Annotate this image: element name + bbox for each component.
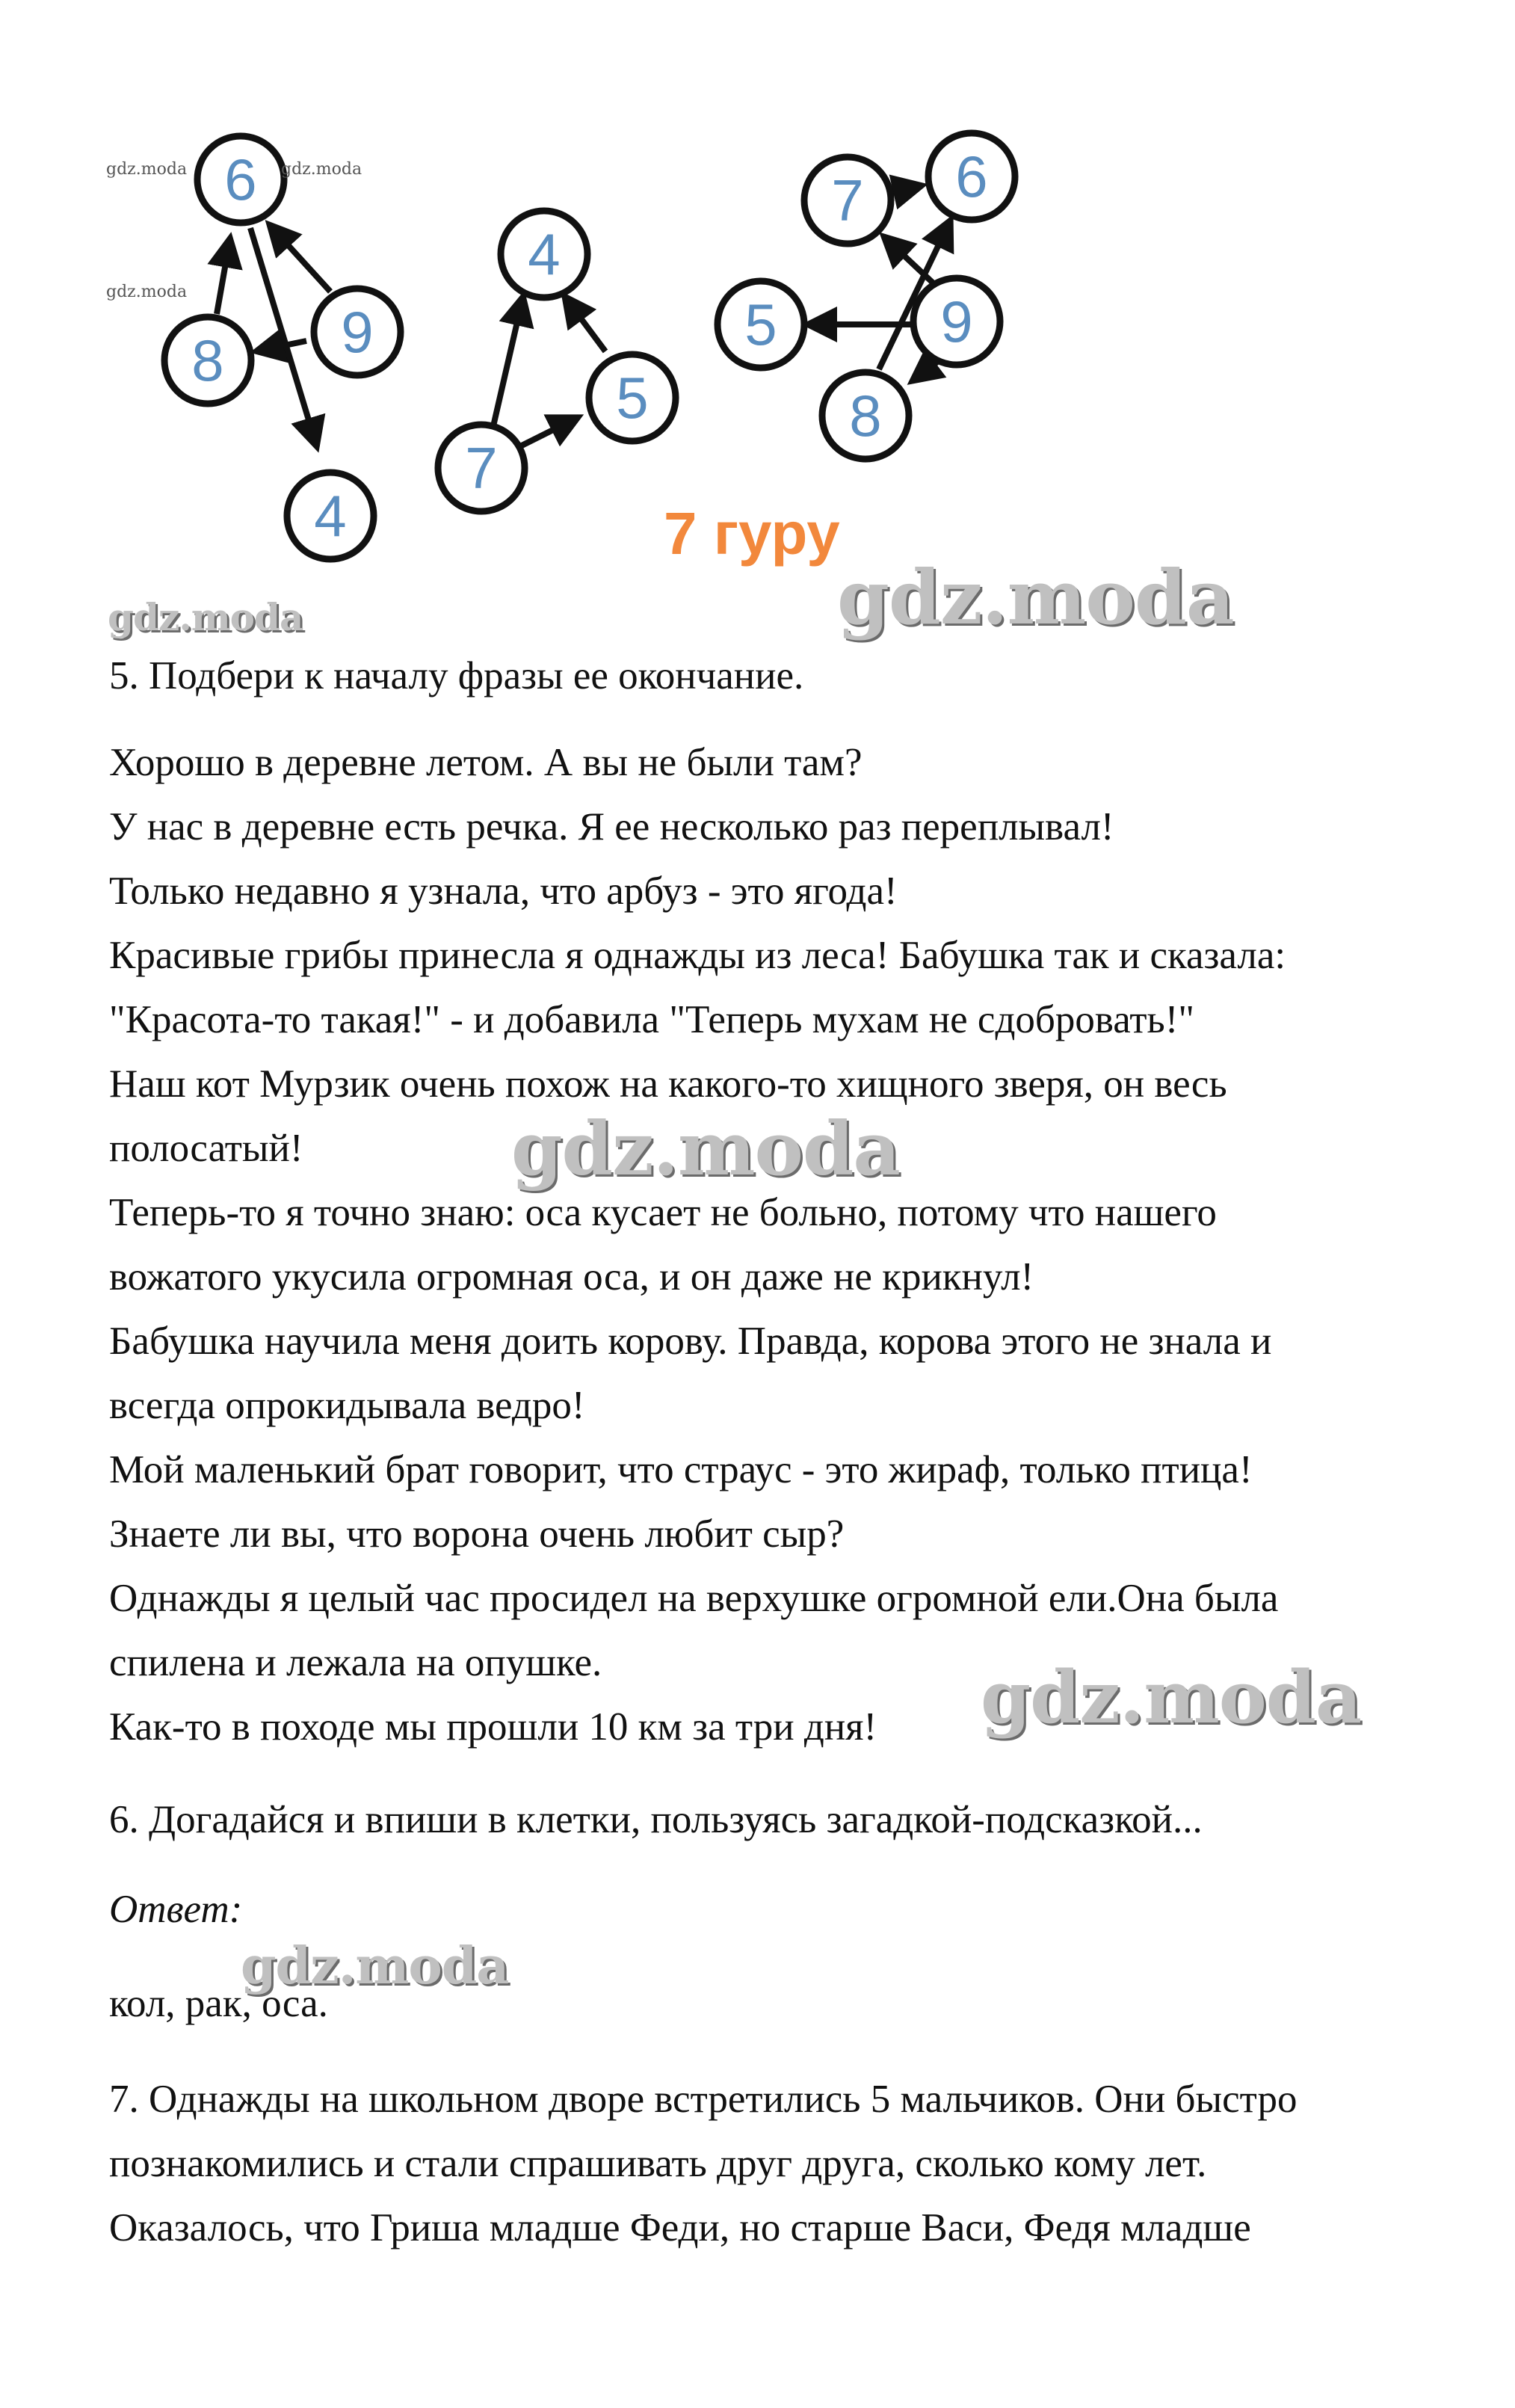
- edge-7-to-6: [889, 185, 922, 193]
- graph-left-node-4: [287, 472, 374, 559]
- svg-text:5: 5: [616, 365, 649, 431]
- watermark-small-1: gdz.moda: [106, 160, 188, 179]
- graph-right-node-6: [928, 133, 1015, 220]
- section6-answer-label: Ответ:: [109, 1888, 243, 1931]
- section5-line-6: Наш кот Мурзик очень похож на какого-то хищного зверя, он весь: [109, 1062, 1227, 1106]
- section6-heading: 6. Догадайся и впиши в клетки, пользуясь загадкой-подсказкой...: [109, 1798, 1203, 1841]
- svg-text:6: 6: [955, 144, 988, 209]
- section7-line-1: 7. Однажды на школьном дворе встретились 5 мальчиков. Они быстро: [109, 2078, 1298, 2121]
- section5-line-1: Хорошо в деревне летом. А вы не были там?: [109, 741, 863, 784]
- section7-line-2: познакомились и стали спрашивать друг друга, сколько кому лет.: [109, 2142, 1207, 2185]
- section5-heading: 5. Подбери к началу фразы ее окончание.: [109, 654, 804, 698]
- edge-9-to-8: [256, 341, 306, 351]
- section5-line-12: Мой маленький брат говорит, что страус - это жираф, только птица!: [109, 1448, 1253, 1491]
- section5-line-3: Только недавно я узнала, что арбуз - это ягода!: [109, 869, 898, 913]
- edge-9-to-7: [883, 236, 934, 284]
- section5-line-8: Теперь-то я точно знаю: оса кусает не больно, потому что нашего: [109, 1191, 1217, 1234]
- edge-7-to-4: [493, 296, 523, 426]
- section5-line-5: "Красота-то такая!" - и добавила "Теперь мухам не сдобровать!": [109, 998, 1194, 1041]
- graph-middle-node-5: [589, 354, 676, 441]
- graph-diagrams: [0, 0, 1515, 583]
- graph-right-node-8: [822, 372, 909, 459]
- section5-line-10: Бабушка научила меня доить корову. Правда, корова этого не знала и: [109, 1320, 1272, 1363]
- watermark-lower-right: gdz.moda: [981, 1655, 1362, 1740]
- watermark-top-left: gdz.moda: [108, 595, 303, 639]
- graph-right-node-9: [913, 278, 1000, 365]
- graph-middle-node-7: [438, 425, 525, 511]
- svg-text:6: 6: [224, 147, 257, 212]
- section5-line-7: полосатый!: [109, 1127, 303, 1170]
- svg-text:8: 8: [191, 327, 224, 393]
- edge-9-to-6: [269, 224, 330, 292]
- section7-line-3: Оказалось, что Гриша младше Феди, но старше Васи, Федя младше: [109, 2206, 1251, 2250]
- watermark-small-2: gdz.moda: [281, 160, 362, 179]
- svg-text:7: 7: [465, 435, 498, 501]
- watermark-middle: gdz.moda: [511, 1106, 900, 1192]
- edge-7-to-5: [522, 417, 578, 446]
- graph-left-node-9: [314, 289, 401, 375]
- svg-text:9: 9: [940, 289, 973, 354]
- svg-text:4: 4: [314, 483, 347, 549]
- section5-line-11: всегда опрокидывала ведро!: [109, 1384, 585, 1427]
- svg-text:8: 8: [849, 383, 882, 449]
- section5-line-16: Как-то в походе мы прошли 10 км за три дня!: [109, 1705, 877, 1749]
- svg-text:5: 5: [744, 292, 777, 357]
- graph-middle-edges: [493, 296, 605, 446]
- section6-answer: кол, рак, оса.: [109, 1982, 328, 2025]
- graph-right-node-5: [718, 281, 804, 368]
- svg-text:9: 9: [341, 299, 374, 365]
- section5-line-15: спилена и лежала на опушке.: [109, 1641, 602, 1684]
- guru-label: 7 гуру: [664, 500, 840, 567]
- watermark-top-right: gdz.moda: [837, 553, 1234, 641]
- watermark-answer: gdz.moda: [241, 1936, 509, 1996]
- section5-line-13: Знаете ли вы, что ворона очень любит сыр?: [109, 1512, 845, 1556]
- section5-line-9: вожатого укусила огромная оса, и он даже не крикнул!: [109, 1255, 1034, 1299]
- watermark-small-3: gdz.moda: [106, 283, 188, 301]
- svg-text:7: 7: [831, 167, 864, 233]
- section5-line-4: Красивые грибы принесла я однажды из леса! Бабушка так и сказала:: [109, 934, 1286, 977]
- graph-left-node-8: [164, 317, 251, 404]
- graph-left-node-6: [197, 136, 284, 223]
- svg-text:4: 4: [528, 221, 561, 287]
- graph-middle-node-4: [501, 211, 587, 298]
- graph-right-node-7: [804, 157, 891, 244]
- section5-line-2: У нас в деревне есть речка. Я ее несколько раз переплывал!: [109, 805, 1114, 849]
- edge-5-to-4: [564, 296, 605, 351]
- edge-8-to-6: [217, 238, 230, 314]
- edge-6-to-4: [250, 228, 317, 447]
- section5-line-14: Однажды я целый час просидел на верхушке огромной ели.Она была: [109, 1577, 1279, 1620]
